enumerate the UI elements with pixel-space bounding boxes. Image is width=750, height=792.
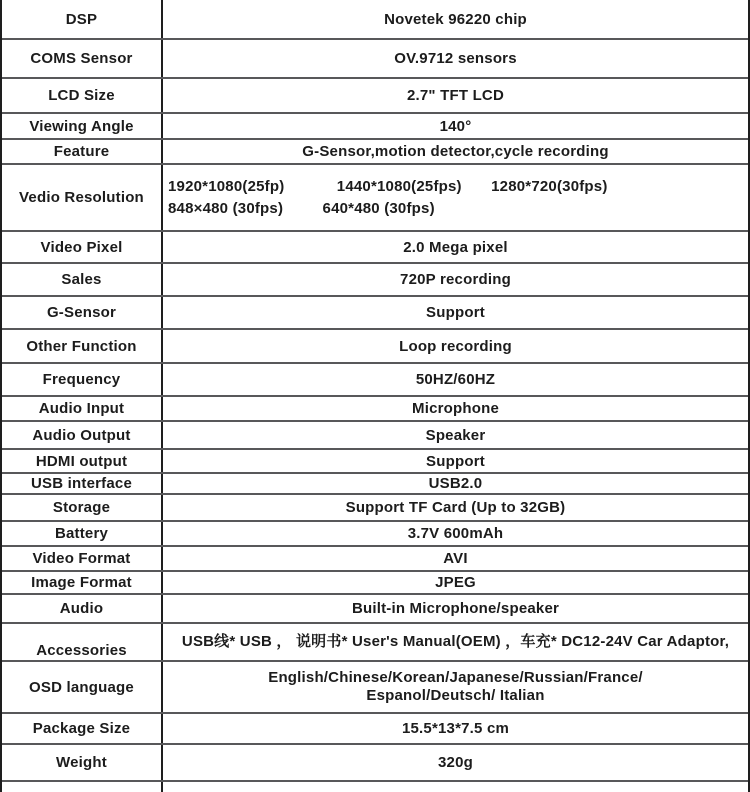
row-value: 2.7" TFT LCD — [406, 87, 504, 104]
row-label: Battery — [2, 522, 163, 545]
row-value: 3.7V 600mAh — [407, 525, 504, 542]
row-value: 320g — [438, 754, 473, 771]
row-label: LCD Size — [2, 79, 163, 112]
row-label: Vedio Resolution — [2, 165, 163, 230]
row-label: G-Sensor — [2, 297, 163, 328]
row-label: Other Function — [2, 330, 163, 362]
row-label: Audio — [2, 595, 163, 622]
row-label: COMS Sensor — [2, 40, 163, 77]
table-row-video-pixel — [2, 232, 748, 264]
row-label: Storage — [2, 495, 163, 520]
osd-language-line-2: Espanol/Deutsch/ Italian — [366, 687, 545, 704]
row-label: DSP — [2, 0, 163, 38]
resolution-line-1: 1920*1080(25fp) 1440*1080(25fps) 1280*720(30fps) — [168, 177, 608, 195]
row-value: Loop recording — [399, 337, 512, 355]
row-value: G-Sensor,motion detector,cycle recording — [302, 143, 609, 160]
row-label: Video Pixel — [2, 232, 163, 262]
row-label: Package Size — [2, 714, 163, 743]
row-label — [2, 782, 163, 792]
table-row-other-function — [2, 330, 748, 364]
row-value: Microphone — [412, 400, 499, 417]
row-value: 720P recording — [400, 271, 511, 288]
table-row-audio-output — [2, 422, 748, 450]
table-row-osd-language — [2, 662, 748, 714]
table-row-coms-sensor — [2, 40, 748, 79]
row-value — [163, 662, 748, 712]
table-row-accessories — [2, 624, 748, 662]
table-row-package-size — [2, 714, 748, 745]
row-value: OV.9712 sensors — [394, 50, 517, 67]
table-row-sales — [2, 264, 748, 297]
row-label: Audio Output — [2, 422, 163, 448]
resolution-line-2: 848×480 (30fps) 640*480 (30fps) — [168, 199, 435, 217]
row-label: Sales — [2, 264, 163, 295]
row-value: JPEG — [435, 574, 476, 591]
table-row-usb-interface — [2, 474, 748, 495]
row-value: AVI — [443, 550, 468, 567]
row-label: Feature — [2, 140, 163, 163]
table-row-weight — [2, 745, 748, 782]
row-value: Support TF Card (Up to 32GB) — [345, 499, 566, 516]
table-row-feature — [2, 140, 748, 165]
table-row-dsp — [2, 0, 748, 40]
osd-language-line-1: English/Chinese/Korean/Japanese/Russian/France/ — [268, 669, 643, 686]
row-value: USB线* USB ， 说明书* User's Manual(OEM) ，车充* DC12-24V Car Adaptor, — [181, 633, 730, 650]
row-label: Frequency — [2, 364, 163, 395]
table-row-frequency — [2, 364, 748, 397]
table-row-g-sensor — [2, 297, 748, 330]
table-row-storage — [2, 495, 748, 522]
row-label: USB interface — [2, 474, 163, 493]
table-row-video-format — [2, 547, 748, 572]
row-label: HDMI output — [2, 450, 163, 472]
row-value: Support — [426, 452, 485, 470]
row-value: Novetek 96220 chip — [384, 10, 527, 28]
table-row-hdmi-output — [2, 450, 748, 474]
table-row-audio — [2, 595, 748, 624]
row-label: Video Format — [2, 547, 163, 570]
row-value: USB2.0 — [428, 475, 483, 492]
table-row-battery — [2, 522, 748, 547]
table-row-cutoff — [2, 782, 748, 792]
row-value: Speaker — [425, 426, 486, 444]
row-value: Support — [426, 304, 485, 321]
table-row-image-format — [2, 572, 748, 595]
row-label: Accessories — [2, 624, 163, 660]
row-label: Viewing Angle — [2, 114, 163, 138]
row-value: 50HZ/60HZ — [415, 371, 496, 388]
table-row-lcd-size — [2, 79, 748, 114]
table-row-vedio-resolution — [2, 165, 748, 232]
table-row-viewing-angle — [2, 114, 748, 140]
row-label: OSD language — [2, 662, 163, 712]
row-value: 15.5*13*7.5 cm — [401, 720, 510, 737]
table-row-audio-input — [2, 397, 748, 422]
row-value: 140° — [439, 117, 472, 135]
row-label: Audio Input — [2, 397, 163, 420]
row-label: Weight — [2, 745, 163, 780]
row-value: Built-in Microphone/speaker — [351, 600, 560, 617]
row-label: Image Format — [2, 572, 163, 593]
row-value: 2.0 Mega pixel — [403, 238, 508, 256]
row-value — [163, 782, 748, 792]
row-value — [163, 165, 748, 230]
